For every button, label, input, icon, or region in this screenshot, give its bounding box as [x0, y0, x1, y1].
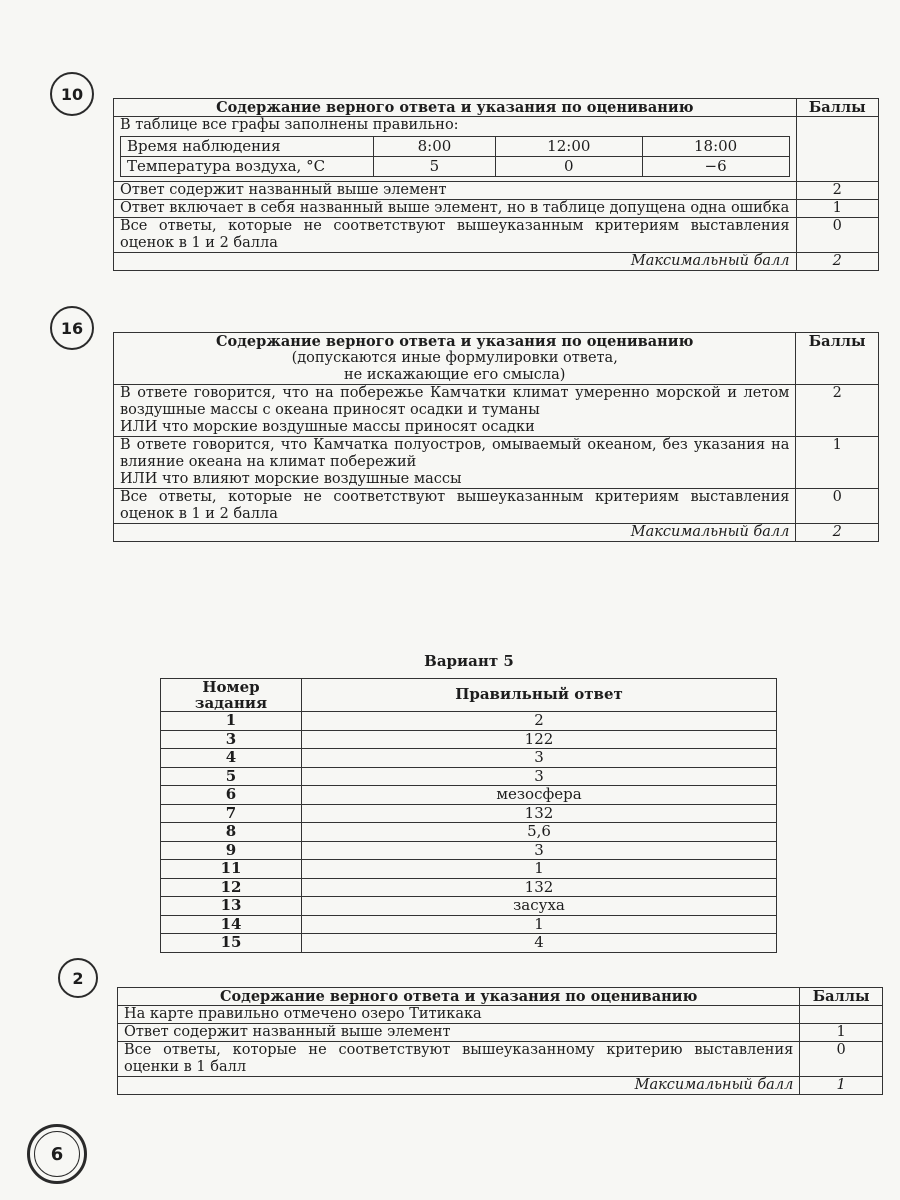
answer-cell: 3: [302, 841, 777, 860]
temperature-row: [121, 157, 790, 177]
time-cell: 18:00: [642, 137, 789, 157]
points-cell: 2: [796, 385, 879, 437]
task-number-cell: 7: [161, 804, 302, 823]
temperature-cell: 0: [495, 157, 642, 177]
criterion-text: Ответ включает в себя названный выше элемент, но в таблице допущена одна ошибка: [114, 200, 797, 218]
task-number-cell: 4: [161, 749, 302, 768]
points-cell: 0: [800, 1042, 883, 1077]
task10-criteria-table: [113, 98, 879, 271]
max-score-label: Максимальный балл: [114, 524, 796, 542]
criterion-text: В ответе говорится, что Камчатка полуостров, омываемый океаном, без указания на влияние океана на климат побережий: [120, 437, 790, 470]
task-number-badge: [58, 958, 98, 998]
answer-cell: мезосфера: [302, 786, 777, 805]
task2-criteria-table: [117, 987, 883, 1095]
points-cell: 1: [800, 1024, 883, 1042]
table-row: [161, 786, 777, 805]
answer-cell: 3: [302, 749, 777, 768]
points-cell: 2: [796, 182, 878, 200]
table-row: [161, 878, 777, 897]
table-row: [161, 860, 777, 879]
task-number: 10: [60, 84, 84, 104]
answer-cell: 4: [302, 934, 777, 953]
table-row: [161, 934, 777, 953]
points-cell: [800, 1006, 883, 1024]
header-line: Содержание верного ответа и указания по оцениванию: [216, 333, 694, 350]
table-row: [114, 489, 879, 524]
task-number-cell: 8: [161, 823, 302, 842]
table-header-row: [114, 99, 879, 117]
table-header-row: [114, 333, 879, 385]
table-row: [114, 182, 879, 200]
points-cell: 0: [796, 489, 879, 524]
content-header: [114, 333, 796, 385]
table-row: [161, 730, 777, 749]
max-score-value: 1: [800, 1077, 883, 1095]
temperature-cell: 5: [374, 157, 496, 177]
criterion-text: Все ответы, которые не соответствуют вышеуказанному критерию выставления оценки в 1 балл: [118, 1042, 800, 1077]
content-header: Содержание верного ответа и указания по оцениванию: [118, 988, 800, 1006]
time-row: [121, 137, 790, 157]
header-line: (допускаются иные формулировки ответа,: [291, 350, 618, 366]
answer-cell: 5,6: [302, 823, 777, 842]
page-number-badge: [27, 1124, 87, 1184]
task-number-badge: [50, 72, 94, 116]
max-score-label: Максимальный балл: [114, 253, 797, 271]
task-number-cell: 13: [161, 897, 302, 916]
max-score-row: [118, 1077, 883, 1095]
content-header: Содержание верного ответа и указания по оцениванию: [114, 99, 797, 117]
task-number-cell: 6: [161, 786, 302, 805]
table-row: [161, 749, 777, 768]
task-number-cell: 14: [161, 915, 302, 934]
points-cell: 1: [796, 437, 879, 489]
table-row: [114, 437, 879, 489]
table-row: [161, 897, 777, 916]
answer-cell: 132: [302, 878, 777, 897]
task-number: 16: [60, 318, 84, 338]
table-row: [161, 712, 777, 731]
temperature-cell: −6: [642, 157, 789, 177]
criterion-text: Все ответы, которые не соответствуют вышеуказанным критериям выставления оценок в 1 и 2 балла: [120, 489, 790, 522]
criterion-text: На карте правильно отмечено озеро Титикака: [118, 1006, 800, 1024]
points-header: Баллы: [796, 99, 878, 117]
table-row: [118, 1006, 883, 1024]
criterion-text: В ответе говорится, что на побережье Камчатки климат умеренно морской и летом воздушные массы с океана приносят осадки и туманы: [120, 385, 790, 418]
criterion-text: Ответ содержит названный выше элемент: [118, 1024, 800, 1042]
time-cell: 8:00: [374, 137, 496, 157]
points-cell: 0: [796, 218, 878, 253]
table-header-row: [161, 679, 777, 712]
task-number-cell: 11: [161, 860, 302, 879]
table-row: [114, 200, 879, 218]
intro-text: В таблице все графы заполнены правильно:: [120, 117, 459, 133]
answer-cell: 1: [302, 860, 777, 879]
max-score-value: 2: [796, 524, 879, 542]
task16-criteria-table: [113, 332, 879, 542]
points-cell: 1: [796, 200, 878, 218]
answer-cell: 3: [302, 767, 777, 786]
table-row: [161, 767, 777, 786]
criterion-text: Все ответы, которые не соответствуют вышеуказанным критериям выставления оценок в 1 и 2 балла: [114, 218, 797, 253]
table-row: [118, 1042, 883, 1077]
task-number-cell: 9: [161, 841, 302, 860]
points-header: Баллы: [800, 988, 883, 1006]
task-number-cell: 3: [161, 730, 302, 749]
answer-cell: 2: [302, 712, 777, 731]
max-score-row: [114, 253, 879, 271]
task-number-header: [161, 679, 302, 712]
task-number-cell: 5: [161, 767, 302, 786]
criterion-cell: [114, 385, 796, 437]
criterion-cell: [114, 437, 796, 489]
header-line: Номер: [202, 678, 260, 696]
header-line: не искажающие его смысла): [344, 367, 566, 383]
table-row: [161, 823, 777, 842]
table-row: [161, 804, 777, 823]
table-row: [114, 385, 879, 437]
criterion-alt-text: ИЛИ что морские воздушные массы приносят осадки: [120, 419, 535, 435]
task-number-cell: 15: [161, 934, 302, 953]
header-line: задания: [194, 694, 268, 712]
observation-table: [120, 136, 790, 177]
max-score-label: Максимальный балл: [118, 1077, 800, 1095]
answer-cell: 122: [302, 730, 777, 749]
answer-header: Правильный ответ: [302, 679, 777, 712]
answer-cell: засуха: [302, 897, 777, 916]
table-row: [161, 841, 777, 860]
table-row: [114, 117, 879, 182]
criterion-cell: [114, 489, 796, 524]
max-score-row: [114, 524, 879, 542]
table-row: [118, 1024, 883, 1042]
time-label: Время наблюдения: [121, 137, 374, 157]
table-row: [161, 915, 777, 934]
task-number-badge: [50, 306, 94, 350]
criterion-alt-text: ИЛИ что влияют морские воздушные массы: [120, 471, 462, 487]
table-header-row: [118, 988, 883, 1006]
intro-cell: [114, 117, 797, 182]
task-number-cell: 12: [161, 878, 302, 897]
task-number: 2: [72, 968, 84, 988]
variant-title: Вариант 5: [424, 652, 514, 670]
answer-cell: 132: [302, 804, 777, 823]
max-score-value: 2: [796, 253, 878, 271]
answer-key-table: [160, 678, 777, 953]
points-header: Баллы: [796, 333, 879, 385]
page-number: 6: [50, 1143, 64, 1165]
points-cell: [796, 117, 878, 182]
temperature-label: Температура воздуха, °C: [121, 157, 374, 177]
answer-rows: [161, 712, 777, 953]
answer-cell: 1: [302, 915, 777, 934]
criterion-text: Ответ содержит названный выше элемент: [114, 182, 797, 200]
time-cell: 12:00: [495, 137, 642, 157]
table-row: [114, 218, 879, 253]
task-number-cell: 1: [161, 712, 302, 731]
